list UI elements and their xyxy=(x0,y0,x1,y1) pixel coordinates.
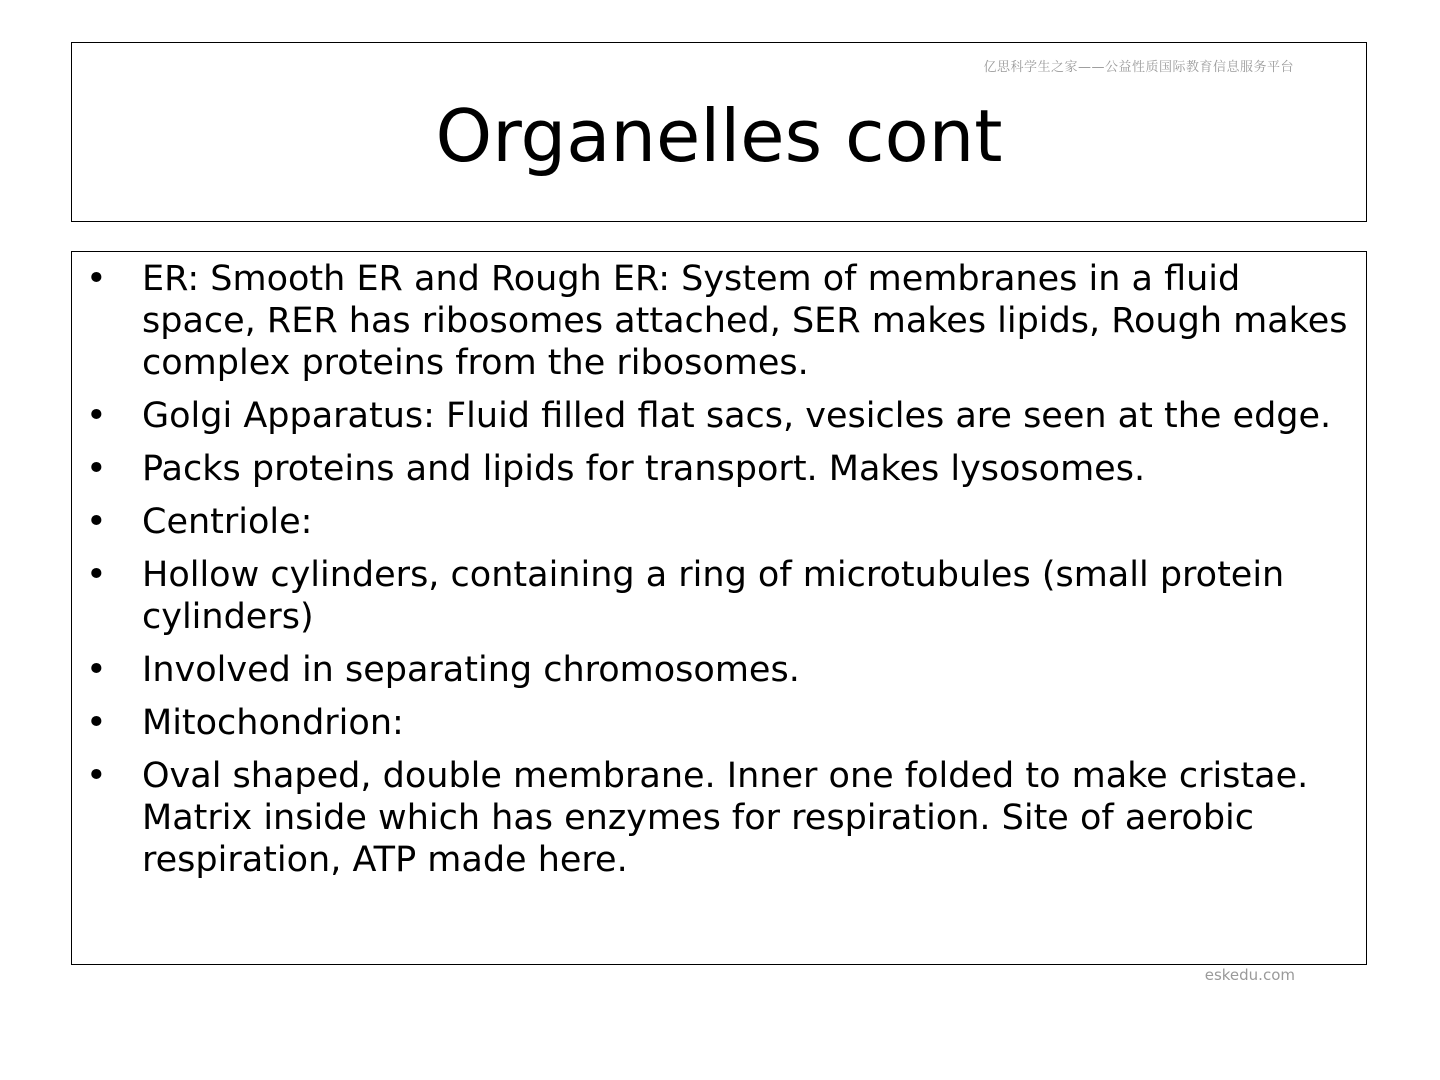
bullet-text: Involved in separating chromosomes. xyxy=(142,650,800,690)
bullet-text: Hollow cylinders, containing a ring of microtubules (small protein cylinders) xyxy=(142,555,1285,637)
bullet-dot: • xyxy=(86,449,107,489)
bullet-item xyxy=(72,755,1366,881)
bullet-item xyxy=(72,649,1366,691)
bullet-dot: • xyxy=(86,555,107,595)
bullet-item xyxy=(72,501,1366,543)
bullet-text: Oval shaped, double membrane. Inner one folded to make cristae. Matrix inside which has enzymes for respiration. Site of aerobic respiration, ATP made here. xyxy=(142,756,1309,880)
bullet-text: Golgi Apparatus: Fluid filled flat sacs, vesicles are seen at the edge. xyxy=(142,396,1332,436)
bullet-item xyxy=(72,702,1366,744)
title-box xyxy=(71,42,1367,222)
bullet-item xyxy=(72,258,1366,384)
bullet-text: Packs proteins and lipids for transport. Makes lysosomes. xyxy=(142,449,1146,489)
footer-site-mark: eskedu.com xyxy=(1204,966,1295,984)
bullet-dot: • xyxy=(86,396,107,436)
bullet-text: ER: Smooth ER and Rough ER: System of membranes in a fluid space, RER has ribosomes attached, SER makes lipids, Rough makes complex proteins from the ribosomes. xyxy=(142,259,1348,383)
bullet-item xyxy=(72,554,1366,638)
content-box xyxy=(71,251,1367,965)
bullet-text: Centriole: xyxy=(142,502,313,542)
bullet-item xyxy=(72,448,1366,490)
bullet-dot: • xyxy=(86,502,107,542)
bullet-dot: • xyxy=(86,650,107,690)
slide-title: Organelles cont xyxy=(435,94,1003,178)
bullet-list xyxy=(72,258,1366,892)
bullet-dot: • xyxy=(86,259,107,299)
bullet-text: Mitochondrion: xyxy=(142,703,404,743)
bullet-item xyxy=(72,395,1366,437)
bullet-dot: • xyxy=(86,703,107,743)
header-watermark: 亿思科学生之家——公益性质国际教育信息服务平台 xyxy=(983,60,1294,75)
bullet-dot: • xyxy=(86,756,107,796)
